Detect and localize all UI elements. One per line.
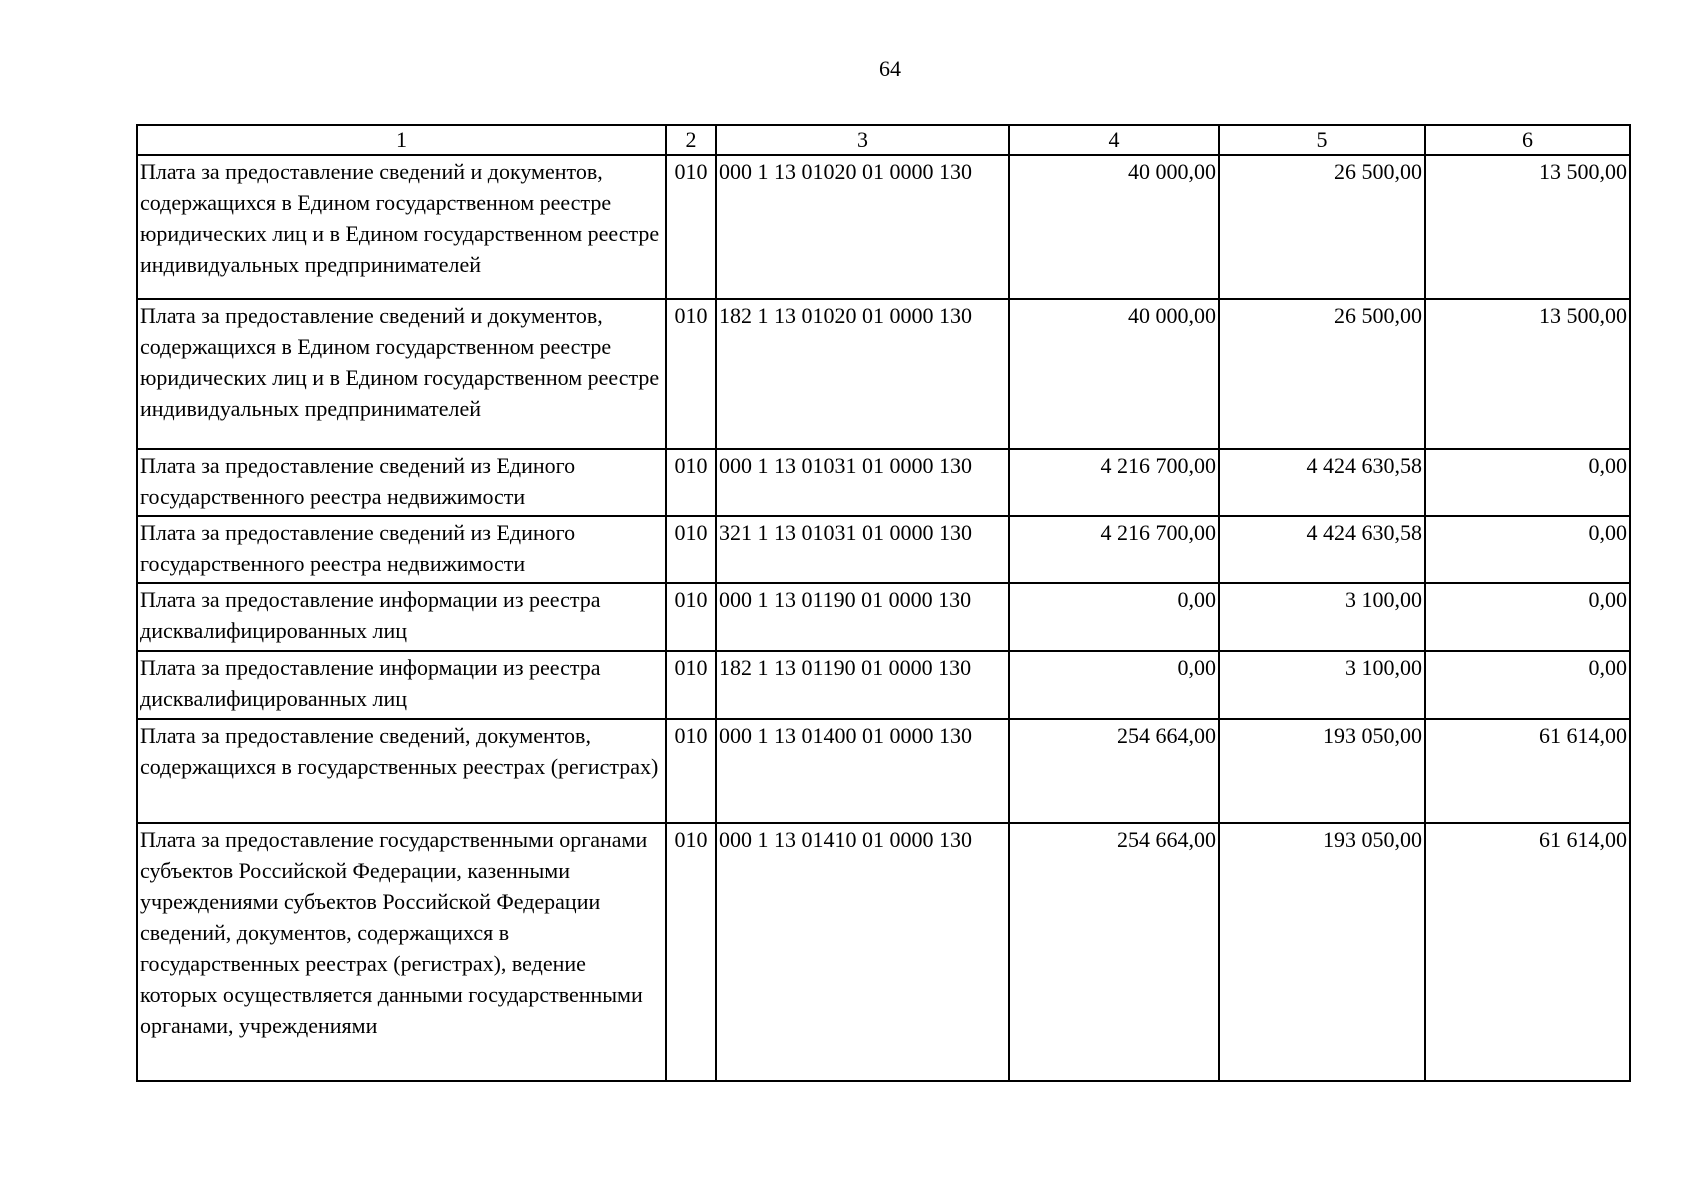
row-value-col5-cell: 26 500,00 [1219,299,1425,449]
row-name-cell: Плата за предоставление сведений и документов, содержащихся в Едином государственном реестре юридических лиц и в Едином государственном реестре индивидуальных предпринимателей [137,299,666,449]
row-budget-code-cell: 321 1 13 01031 01 0000 130 [716,516,1009,583]
row-value-col6-cell: 61 614,00 [1425,719,1630,823]
row-admin-code-cell: 010 [666,823,716,1081]
row-budget-code-cell: 000 1 13 01020 01 0000 130 [716,155,1009,299]
row-budget-code-cell: 000 1 13 01410 01 0000 130 [716,823,1009,1081]
row-admin-code-cell: 010 [666,299,716,449]
row-name-cell: Плата за предоставление информации из реестра дисквалифицированных лиц [137,651,666,719]
table-row [137,583,1630,651]
row-value-col4-cell: 254 664,00 [1009,823,1219,1081]
table-row [137,651,1630,719]
row-budget-code-cell: 182 1 13 01020 01 0000 130 [716,299,1009,449]
row-budget-code-cell: 000 1 13 01031 01 0000 130 [716,449,1009,516]
page-number: 64 [879,56,901,81]
column-header-3: 3 [716,125,1009,155]
row-value-col5-cell: 3 100,00 [1219,583,1425,651]
row-value-col6-cell: 13 500,00 [1425,155,1630,299]
row-admin-code-cell: 010 [666,719,716,823]
row-value-col5-cell: 4 424 630,58 [1219,516,1425,583]
row-name-cell: Плата за предоставление информации из реестра дисквалифицированных лиц [137,583,666,651]
table-row [137,155,1630,299]
row-value-col6-cell: 0,00 [1425,651,1630,719]
table-row [137,299,1630,449]
row-admin-code-cell: 010 [666,516,716,583]
row-admin-code-cell: 010 [666,155,716,299]
row-admin-code-cell: 010 [666,449,716,516]
row-value-col5-cell: 193 050,00 [1219,823,1425,1081]
row-budget-code-cell: 182 1 13 01190 01 0000 130 [716,651,1009,719]
row-value-col5-cell: 193 050,00 [1219,719,1425,823]
row-value-col4-cell: 40 000,00 [1009,299,1219,449]
row-admin-code-cell: 010 [666,651,716,719]
row-value-col6-cell: 0,00 [1425,516,1630,583]
table-row [137,823,1630,1081]
row-value-col4-cell: 0,00 [1009,651,1219,719]
table-row [137,449,1630,516]
column-header-5: 5 [1219,125,1425,155]
row-value-col4-cell: 40 000,00 [1009,155,1219,299]
row-name-cell: Плата за предоставление сведений из Единого государственного реестра недвижимости [137,449,666,516]
row-value-col5-cell: 3 100,00 [1219,651,1425,719]
row-budget-code-cell: 000 1 13 01400 01 0000 130 [716,719,1009,823]
column-header-2: 2 [666,125,716,155]
row-value-col6-cell: 61 614,00 [1425,823,1630,1081]
row-value-col5-cell: 4 424 630,58 [1219,449,1425,516]
row-name-cell: Плата за предоставление сведений, документов, содержащихся в государственных реестрах (регистрах) [137,719,666,823]
column-header-4: 4 [1009,125,1219,155]
row-value-col4-cell: 0,00 [1009,583,1219,651]
row-value-col4-cell: 4 216 700,00 [1009,449,1219,516]
row-value-col4-cell: 254 664,00 [1009,719,1219,823]
row-name-cell: Плата за предоставление сведений и документов, содержащихся в Едином государственном реестре юридических лиц и в Едином государственном реестре индивидуальных предпринимателей [137,155,666,299]
table-row [137,719,1630,823]
row-admin-code-cell: 010 [666,583,716,651]
row-name-cell: Плата за предоставление сведений из Единого государственного реестра недвижимости [137,516,666,583]
budget-revenue-table [136,124,1631,1082]
row-value-col6-cell: 13 500,00 [1425,299,1630,449]
row-value-col6-cell: 0,00 [1425,583,1630,651]
row-value-col5-cell: 26 500,00 [1219,155,1425,299]
column-header-1: 1 [137,125,666,155]
row-value-col4-cell: 4 216 700,00 [1009,516,1219,583]
row-value-col6-cell: 0,00 [1425,449,1630,516]
row-name-cell: Плата за предоставление государственными органами субъектов Российской Федерации, казенными учреждениями субъектов Российской Федерации сведений, документов, содержащихся в государственных реестрах (регистрах), ведение которых осуществляется данными государственными органами, учреждениями [137,823,666,1081]
row-budget-code-cell: 000 1 13 01190 01 0000 130 [716,583,1009,651]
table-header-row [137,125,1630,155]
column-header-6: 6 [1425,125,1630,155]
table-row [137,516,1630,583]
